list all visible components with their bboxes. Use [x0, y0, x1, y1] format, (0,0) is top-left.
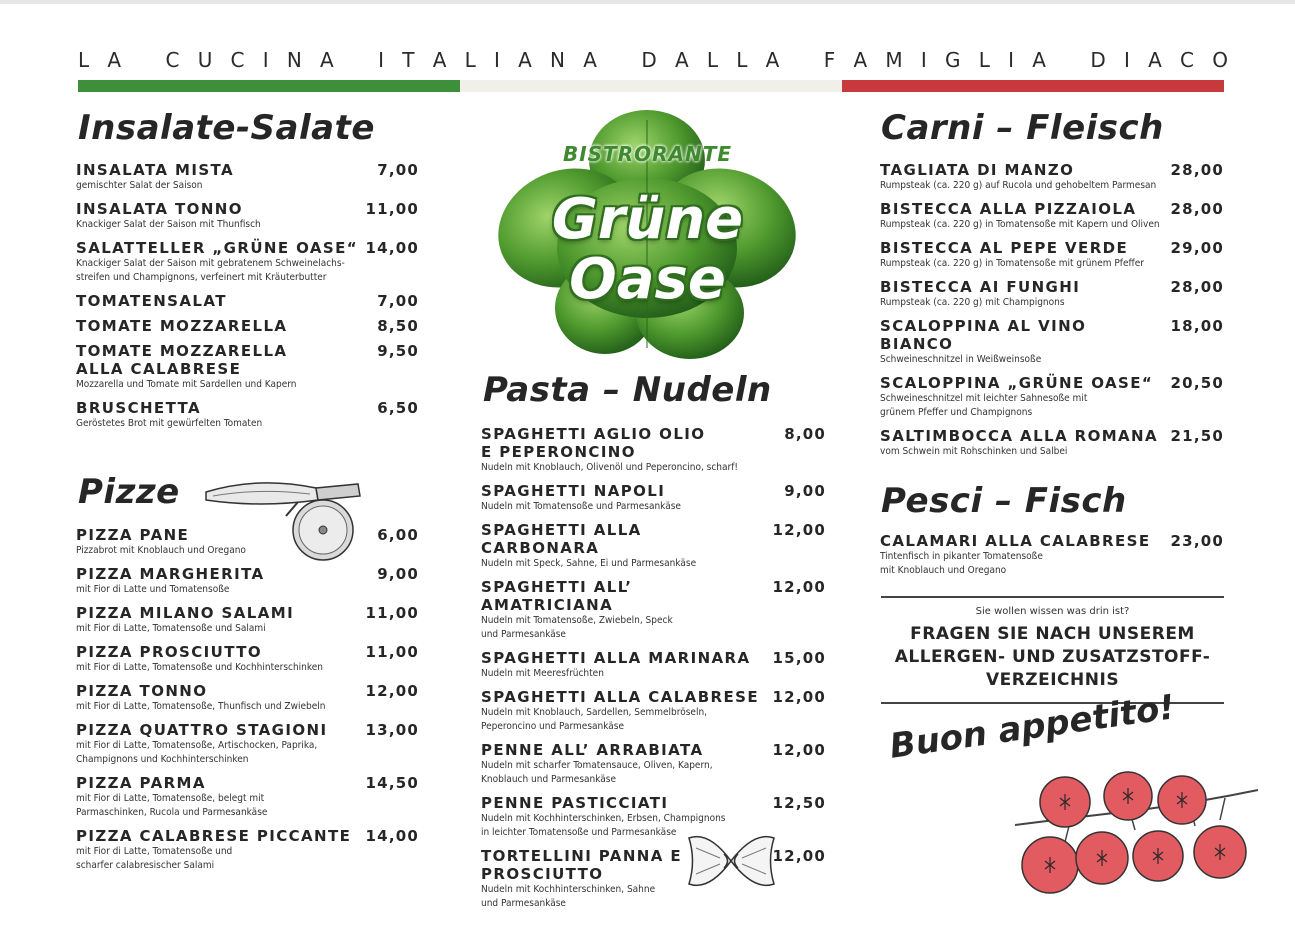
tagline-letter: A — [1032, 48, 1046, 72]
menu-item — [76, 643, 419, 675]
menu-item — [76, 721, 419, 767]
allergen-notice — [881, 596, 1224, 704]
menu-item — [880, 161, 1224, 193]
menu-item-description: Schweineschnitzel in Weißweinsoße — [880, 354, 1042, 365]
menu-item — [880, 427, 1224, 459]
tagline-letter: U — [197, 48, 213, 72]
tagline-letter: C — [165, 48, 180, 72]
logo-title — [495, 187, 800, 312]
menu-item-description: mit Fior di Latte, Tomatensoße, belegt mit Parmaschinken, Rucola und Parmesankäse — [76, 793, 268, 818]
logo-subtitle: BISTRORANTE — [562, 142, 733, 166]
tagline-letter: I — [378, 48, 385, 72]
tagline-letter: A — [518, 48, 532, 72]
menu-item-description: Knackiger Salat der Saison mit Thunfisch — [76, 219, 261, 230]
menu-item-name: BISTECCA ALLA PIZZAIOLA — [880, 200, 1137, 218]
menu-item-name: BISTECCA AL PEPE VERDE — [880, 239, 1129, 257]
menu-item-price: 12,00 — [772, 521, 826, 539]
menu-item-price: 28,00 — [1170, 200, 1224, 218]
menu-item — [880, 374, 1224, 420]
restaurant-logo — [495, 108, 800, 363]
tagline-letter: N — [286, 48, 302, 72]
menu-item-price: 28,00 — [1170, 161, 1224, 179]
menu-item-name: PIZZA PARMA — [76, 774, 206, 792]
menu-item-name: CALAMARI ALLA CALABRESE — [880, 532, 1151, 550]
menu-list-salate — [76, 161, 419, 438]
cherry-tomatoes-icon — [1010, 770, 1265, 920]
tagline-letter: G — [945, 48, 961, 72]
menu-item-name: INSALATA MISTA — [76, 161, 235, 179]
menu-item-price: 14,50 — [365, 774, 419, 792]
tagline-letter: A — [583, 48, 597, 72]
menu-item-name: PIZZA CALABRESE PICCANTE — [76, 827, 352, 845]
menu-item-description: Rumpsteak (ca. 220 g) in Tomatensoße mit Kapern und Oliven — [880, 219, 1160, 230]
menu-item-description: Tintenfisch in pikanter Tomatensoße mit Knoblauch und Oregano — [880, 551, 1043, 576]
tagline-letter: A — [432, 48, 447, 72]
menu-item-price: 11,00 — [365, 200, 419, 218]
tagline-letter: O — [1212, 48, 1228, 72]
tagline — [78, 48, 1228, 72]
tagline-letter: I — [920, 48, 927, 72]
tagline-letter: I — [1008, 48, 1015, 72]
menu-item — [481, 578, 826, 642]
menu-item-price: 7,00 — [377, 292, 419, 310]
menu-item-name: PIZZA PANE — [76, 526, 190, 544]
tagline-letter: A — [853, 48, 868, 72]
tagline-letter: I — [262, 48, 269, 72]
menu-item-price: 6,00 — [377, 526, 419, 544]
menu-item-price: 9,00 — [377, 565, 419, 583]
menu-item-price: 6,50 — [377, 399, 419, 417]
menu-item-name: SCALOPPINA AL VINO BIANCO — [880, 317, 1087, 353]
menu-item-description: Nudeln mit Meeresfrüchten — [481, 668, 604, 679]
tagline-letter — [139, 48, 147, 72]
menu-item-description: mit Fior di Latte, Tomatensoße, Thunfisch und Zwiebeln — [76, 701, 326, 712]
menu-item-price: 7,00 — [377, 161, 419, 179]
menu-item-description: Pizzabrot mit Knoblauch und Oregano — [76, 545, 246, 556]
logo-title-line1: Grüne — [551, 187, 744, 252]
menu-item-price: 11,00 — [365, 643, 419, 661]
menu-item-price: 14,00 — [365, 239, 419, 257]
menu-item-price: 8,50 — [377, 317, 419, 335]
menu-item-description: gemischter Salat der Saison — [76, 180, 203, 191]
italian-flag-bar — [78, 80, 1224, 92]
menu-item-name: PENNE ALL’ ARRABIATA — [481, 741, 704, 759]
menu-item-name: PIZZA MARGHERITA — [76, 565, 265, 583]
menu-item-price: 12,00 — [772, 688, 826, 706]
menu-item-description: Rumpsteak (ca. 220 g) mit Champignons — [880, 297, 1065, 308]
menu-list-carni — [880, 161, 1224, 466]
section-title-salate: Insalate-Salate — [78, 108, 375, 148]
menu-item-description: Knackiger Salat der Saison mit gebratenem Schweinelachs- streifen und Champignons, verfeinert mit Kräuterbutter — [76, 258, 345, 283]
menu-item-name: PENNE PASTICCIATI — [481, 794, 669, 812]
menu-item — [76, 200, 419, 232]
menu-item-description: Mozzarella und Tomate mit Sardellen und Kapern — [76, 379, 297, 390]
menu-item — [76, 317, 419, 335]
tagline-letter: L — [978, 48, 990, 72]
menu-item-price: 29,00 — [1170, 239, 1224, 257]
menu-item — [76, 526, 419, 558]
tagline-letter: A — [320, 48, 334, 72]
menu-item — [76, 774, 419, 820]
menu-item-price: 9,50 — [377, 342, 419, 360]
tagline-letter: A — [674, 48, 689, 72]
menu-item-price: 20,50 — [1170, 374, 1224, 392]
menu-item-price: 9,00 — [784, 482, 826, 500]
menu-item — [76, 604, 419, 636]
menu-item-price: 13,00 — [365, 721, 419, 739]
menu-item-price: 12,00 — [365, 682, 419, 700]
menu-item — [481, 741, 826, 787]
section-title-pizze: Pizze — [78, 472, 180, 512]
menu-item-description: Nudeln mit Knoblauch, Olivenöl und Peperoncino, scharf! — [481, 462, 738, 473]
tagline-letter: C — [1180, 48, 1194, 72]
tagline-letter: D — [1090, 48, 1106, 72]
menu-item-price: 12,50 — [772, 794, 826, 812]
tagline-letter — [798, 48, 806, 72]
menu-list-pesci — [880, 532, 1224, 585]
tagline-letter: A — [765, 48, 780, 72]
menu-item-description: mit Fior di Latte, Tomatensoße und Kochhinterschinken — [76, 662, 323, 673]
menu-item-description: vom Schwein mit Rohschinken und Salbei — [880, 446, 1068, 457]
menu-item-name: TOMATENSALAT — [76, 292, 227, 310]
tagline-letter: F — [823, 48, 836, 72]
tagline-letter: A — [1148, 48, 1162, 72]
menu-item — [481, 521, 826, 571]
tagline-letter: A — [107, 48, 122, 72]
menu-item-name: SPAGHETTI ALLA CALABRESE — [481, 688, 759, 706]
menu-item — [76, 292, 419, 310]
menu-item — [481, 649, 826, 681]
menu-item — [481, 688, 826, 734]
tagline-letter: D — [641, 48, 657, 72]
tagline-letter: L — [706, 48, 719, 72]
section-title-pasta: Pasta – Nudeln — [483, 370, 772, 410]
menu-item — [76, 342, 419, 392]
menu-item-price: 8,00 — [784, 425, 826, 443]
tagline-letter: L — [736, 48, 748, 72]
tagline-letter: M — [885, 48, 903, 72]
menu-item — [481, 482, 826, 514]
menu-item-price: 12,00 — [772, 847, 826, 865]
top-border — [0, 0, 1295, 4]
tagline-letter — [352, 48, 360, 72]
menu-item — [880, 200, 1224, 232]
menu-item-description: Nudeln mit Tomatensoße, Zwiebeln, Speck und Parmesankäse — [481, 615, 673, 640]
menu-item-description: Rumpsteak (ca. 220 g) in Tomatensoße mit grünem Pfeffer — [880, 258, 1144, 269]
allergen-question: Sie wollen wissen was drin ist? — [975, 606, 1130, 617]
tagline-letter — [615, 48, 623, 72]
tagline-letter: T — [402, 48, 415, 72]
menu-item-name: TORTELLINI PANNA E PROSCIUTTO — [481, 847, 683, 883]
menu-item-name: SPAGHETTI NAPOLI — [481, 482, 666, 500]
section-title-carni: Carni – Fleisch — [881, 108, 1164, 148]
menu-item-price: 28,00 — [1170, 278, 1224, 296]
menu-item — [76, 827, 419, 873]
menu-item-description: Nudeln mit Speck, Sahne, Ei und Parmesankäse — [481, 558, 697, 569]
menu-item-name: PIZZA QUATTRO STAGIONI — [76, 721, 328, 739]
menu-item-name: SALTIMBOCCA ALLA ROMANA — [880, 427, 1159, 445]
menu-item-description: Nudeln mit Kochhinterschinken, Sahne und Parmesankäse — [481, 884, 656, 909]
menu-item-name: SPAGHETTI ALLA CARBONARA — [481, 521, 642, 557]
menu-item-name: INSALATA TONNO — [76, 200, 243, 218]
menu-item-price: 23,00 — [1170, 532, 1224, 550]
menu-item-name: SPAGHETTI ALL’ AMATRICIANA — [481, 578, 633, 614]
menu-item-name: BRUSCHETTA — [76, 399, 202, 417]
tagline-letter: L — [464, 48, 476, 72]
menu-item-name: PIZZA TONNO — [76, 682, 208, 700]
menu-item-description: Nudeln mit Kochhinterschinken, Erbsen, Champignons in leichter Tomatensoße und Parmesankäse — [481, 813, 726, 838]
menu-item-name: BISTECCA AI FUNGHI — [880, 278, 1081, 296]
section-title-pesci: Pesci – Fisch — [881, 481, 1127, 521]
menu-item — [76, 161, 419, 193]
tagline-letter: N — [550, 48, 566, 72]
tagline-letter: L — [78, 48, 90, 72]
closing-text: Buon appetito! — [887, 687, 1178, 767]
menu-item — [880, 278, 1224, 310]
menu-item-name: SCALOPPINA „GRÜNE OASE“ — [880, 374, 1154, 392]
menu-item-description: Nudeln mit Tomatensoße und Parmesankäse — [481, 501, 681, 512]
allergen-headline: FRAGEN SIE NACH UNSEREM ALLERGEN- UND ZUSATZSTOFF- VERZEICHNIS — [894, 624, 1211, 690]
menu-item — [76, 565, 419, 597]
menu-item-description: mit Fior di Latte, Tomatensoße und scharfer calabresischer Salami — [76, 846, 233, 871]
menu-item-name: TAGLIATA DI MANZO — [880, 161, 1075, 179]
farfalle-pasta-icon — [684, 826, 779, 896]
menu-item-name: TOMATE MOZZARELLA ALLA CALABRESE — [76, 342, 288, 378]
tagline-letter: I — [1123, 48, 1130, 72]
menu-item-name: TOMATE MOZZARELLA — [76, 317, 288, 335]
menu-item — [76, 682, 419, 714]
menu-item-name: SPAGHETTI ALLA MARINARA — [481, 649, 751, 667]
tagline-letter: C — [230, 48, 245, 72]
menu-item-description: mit Fior di Latte, Tomatensoße und Salami — [76, 623, 266, 634]
menu-item-price: 18,00 — [1170, 317, 1224, 335]
menu-item — [880, 317, 1224, 367]
menu-list-pizze — [76, 526, 419, 880]
menu-item-price: 21,50 — [1170, 427, 1224, 445]
menu-item-name: PIZZA PROSCIUTTO — [76, 643, 262, 661]
logo-title-line2: Oase — [569, 247, 726, 312]
menu-item-name: SALATTELLER „GRÜNE OASE“ — [76, 239, 358, 257]
menu-item-description: Geröstetes Brot mit gewürfelten Tomaten — [76, 418, 263, 429]
menu-item-description: Schweineschnitzel mit leichter Sahnesoße mit grünem Pfeffer und Champignons — [880, 393, 1088, 418]
menu-item-price: 15,00 — [772, 649, 826, 667]
menu-item-description: mit Fior di Latte, Tomatensoße, Artischocken, Paprika, Champignons und Kochhinterschinken — [76, 740, 318, 765]
menu-item-description: mit Fior di Latte und Tomatensoße — [76, 584, 230, 595]
menu-item-price: 11,00 — [365, 604, 419, 622]
menu-item-description: Rumpsteak (ca. 220 g) auf Rucola und gehobeltem Parmesan — [880, 180, 1157, 191]
menu-item-name: PIZZA MILANO SALAMI — [76, 604, 295, 622]
menu-item-description: Nudeln mit Knoblauch, Sardellen, Semmelbröseln, Peperoncino und Parmesankäse — [481, 707, 708, 732]
menu-item-price: 12,00 — [772, 578, 826, 596]
menu-item — [76, 239, 419, 285]
menu-item-price: 14,00 — [365, 827, 419, 845]
menu-item — [880, 532, 1224, 578]
menu-item-price: 12,00 — [772, 741, 826, 759]
menu-item-name: SPAGHETTI AGLIO OLIO E PEPERONCINO — [481, 425, 706, 461]
menu-item-description: Nudeln mit scharfer Tomatensauce, Oliven, Kapern, Knoblauch und Parmesankäse — [481, 760, 713, 785]
tagline-letter — [1064, 48, 1072, 72]
tagline-letter: I — [494, 48, 500, 72]
menu-item — [880, 239, 1224, 271]
menu-item — [481, 425, 826, 475]
menu-item — [76, 399, 419, 431]
